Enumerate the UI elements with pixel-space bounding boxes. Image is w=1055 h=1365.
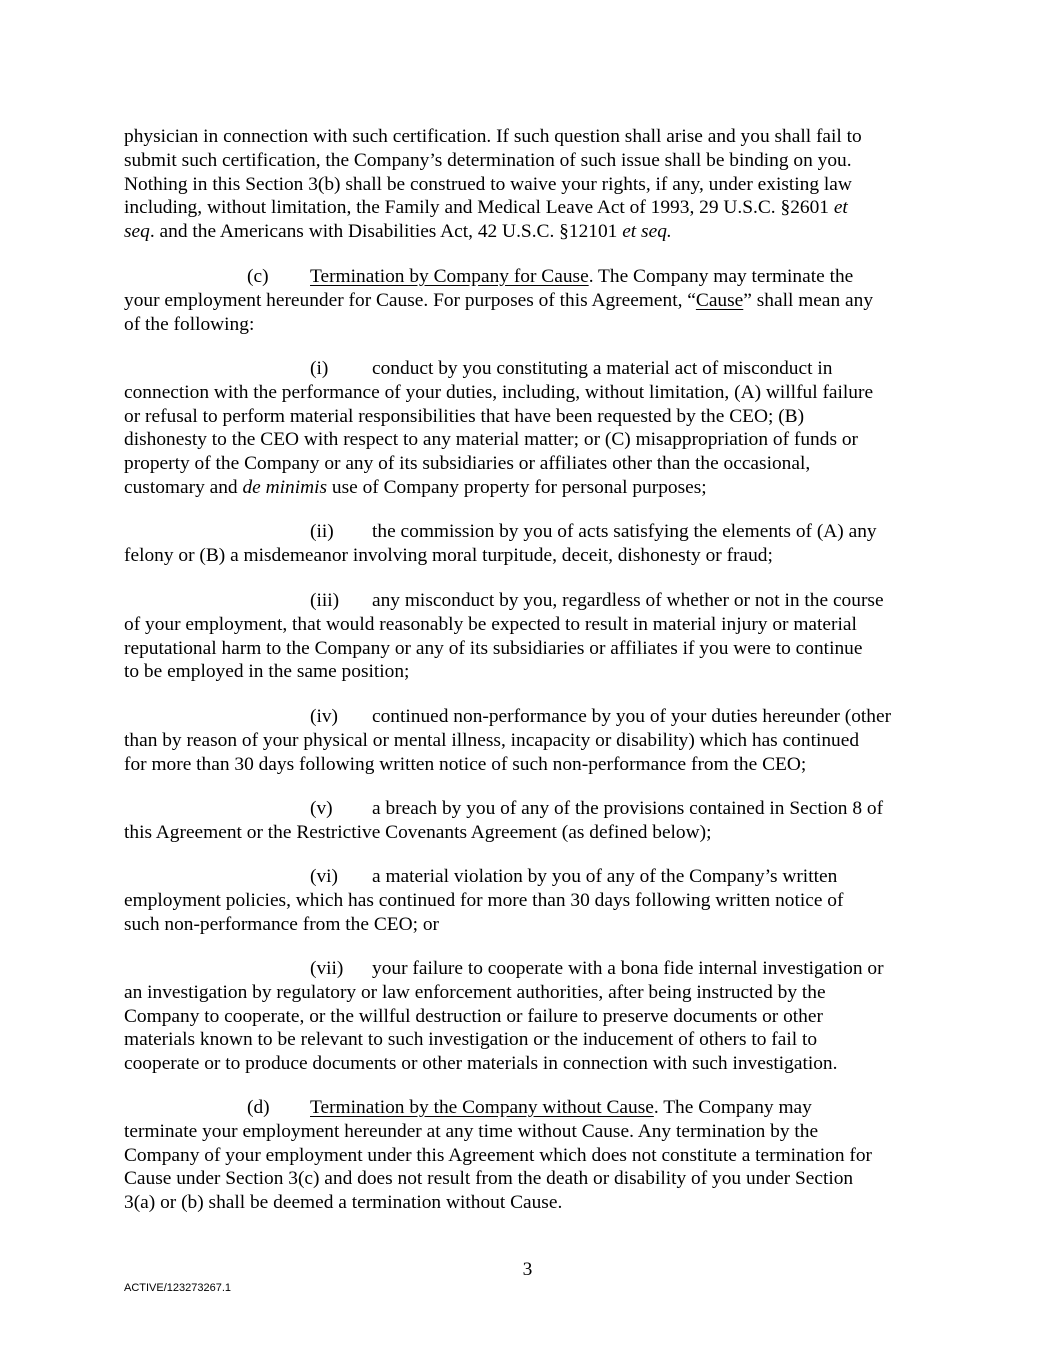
- page-number: 3: [522, 1259, 533, 1280]
- text-run: . The Company may: [653, 1097, 812, 1118]
- clause-iii: [124, 589, 934, 684]
- text-run: including, without limitation, the Family and Medical Leave Act of 1993, 29 U.S.C. §2601: [124, 197, 834, 219]
- text-line: [124, 797, 934, 821]
- text-line: [124, 289, 934, 313]
- text-line: for more than 30 days following written notice of such non-performance from the CEO;: [124, 753, 807, 775]
- clause-i: [124, 357, 934, 500]
- section-label: (c): [247, 266, 269, 287]
- italic-term: de minimis: [242, 476, 328, 498]
- text-run: the commission by you of acts satisfying the elements of (A) any: [372, 521, 877, 542]
- text-line: such non-performance from the CEO; or: [124, 913, 439, 935]
- text-run: a breach by you of any of the provisions contained in Section 8 of: [372, 798, 884, 819]
- text-line: [124, 865, 934, 889]
- text-line: terminate your employment hereunder at any time without Cause. Any termination by the: [124, 1120, 819, 1142]
- text-line: [124, 520, 934, 544]
- text-line: [124, 705, 934, 729]
- section-heading: Termination by the Company without Cause: [310, 1097, 654, 1118]
- text-run: conduct by you constituting a material act of misconduct in: [372, 358, 833, 379]
- clause-label: (v): [310, 798, 333, 819]
- text-line: connection with the performance of your duties, including, without limitation, (A) willful failure: [124, 381, 874, 403]
- text-line: submit such certification, the Company’s determination of such issue shall be binding on you.: [124, 149, 852, 171]
- text-run: customary and: [124, 476, 243, 498]
- text-line: [124, 476, 934, 500]
- text-line: materials known to be relevant to such investigation or the inducement of others to fail to: [124, 1029, 818, 1051]
- text-run: your failure to cooperate with a bona fide internal investigation or: [372, 958, 884, 979]
- text-run: any misconduct by you, regardless of whether or not in the course: [372, 590, 884, 611]
- text-line: reputational harm to the Company or any of its subsidiaries or affiliates if you were to continue: [124, 637, 863, 659]
- text-line: Company of your employment under this Agreement which does not constitute a termination for: [124, 1144, 872, 1166]
- text-line: [124, 957, 934, 981]
- text-line: or refusal to perform material responsibilities that have been requested by the CEO; (B): [124, 405, 805, 427]
- text-run: . The Company may terminate the: [588, 266, 854, 287]
- clause-label: (iv): [310, 706, 338, 727]
- italic-term: et: [833, 197, 848, 219]
- text-line: to be employed in the same position;: [124, 661, 410, 683]
- text-line: [124, 589, 934, 613]
- text-run: use of Company property for personal purposes;: [327, 476, 707, 498]
- text-line: Company to cooperate, or the willful destruction or failure to preserve documents or other: [124, 1005, 823, 1027]
- text-line: property of the Company or any of its subsidiaries or affiliates other than the occasional,: [124, 453, 811, 475]
- text-line: this Agreement or the Restrictive Covenants Agreement (as defined below);: [124, 821, 712, 843]
- section-heading: Termination by Company for Cause: [310, 266, 589, 287]
- text-line: Cause under Section 3(c) and does not result from the death or disability of you under Section: [124, 1168, 854, 1190]
- clause-label: (iii): [310, 590, 340, 611]
- text-line: [124, 265, 934, 289]
- text-line: [124, 220, 934, 244]
- defined-term: Cause: [695, 289, 744, 311]
- text-line: dishonesty to the CEO with respect to any material matter; or (C) misappropriation of funds or: [124, 429, 858, 451]
- text-line: than by reason of your physical or mental illness, incapacity or disability) which has continued: [124, 729, 860, 751]
- clause-vi: [124, 865, 934, 936]
- text-line: an investigation by regulatory or law enforcement authorities, after being instructed by the: [124, 981, 826, 1003]
- text-line: Nothing in this Section 3(b) shall be construed to waive your rights, if any, under existing law: [124, 173, 852, 195]
- clause-label: (vi): [310, 866, 338, 887]
- text-line: physician in connection with such certification. If such question shall arise and you shall fail to: [124, 126, 862, 147]
- document-id: ACTIVE/123273267.1: [124, 1282, 232, 1294]
- clause-label: (ii): [310, 521, 334, 542]
- section-label: (d): [247, 1097, 270, 1118]
- text-line: of your employment, that would reasonably be expected to result in material injury or material: [124, 613, 857, 635]
- text-line: [124, 357, 934, 381]
- clause-label: (i): [310, 358, 329, 379]
- italic-term: seq: [124, 221, 150, 243]
- text-line: of the following:: [124, 313, 255, 335]
- section-c: [124, 265, 934, 336]
- text-run: . and the Americans with Disabilities Act, 42 U.S.C. §12101: [149, 221, 623, 243]
- text-line: [124, 1096, 934, 1120]
- text-line: [124, 196, 934, 220]
- clause-vii: [124, 957, 934, 1076]
- text-run: a material violation by you of any of the Company’s written: [372, 866, 838, 887]
- paragraph-intro: [124, 125, 934, 244]
- italic-term: et seq.: [622, 221, 672, 243]
- text-run: continued non-performance by you of your duties hereunder (other: [372, 706, 892, 727]
- clause-ii: [124, 520, 934, 568]
- clause-v: [124, 797, 934, 845]
- section-d: [124, 1096, 934, 1215]
- text-run: your employment hereunder for Cause. For purposes of this Agreement, “: [124, 289, 696, 311]
- text-run: ” shall mean any: [743, 289, 874, 311]
- text-line: cooperate or to produce documents or other materials in connection with such investigation.: [124, 1053, 838, 1075]
- clause-label: (vii): [310, 958, 344, 979]
- text-line: employment policies, which has continued for more than 30 days following written notice of: [124, 889, 844, 911]
- text-line: 3(a) or (b) shall be deemed a termination without Cause.: [124, 1192, 563, 1214]
- text-line: felony or (B) a misdemeanor involving moral turpitude, deceit, dishonesty or fraud;: [124, 544, 773, 566]
- clause-iv: [124, 705, 934, 776]
